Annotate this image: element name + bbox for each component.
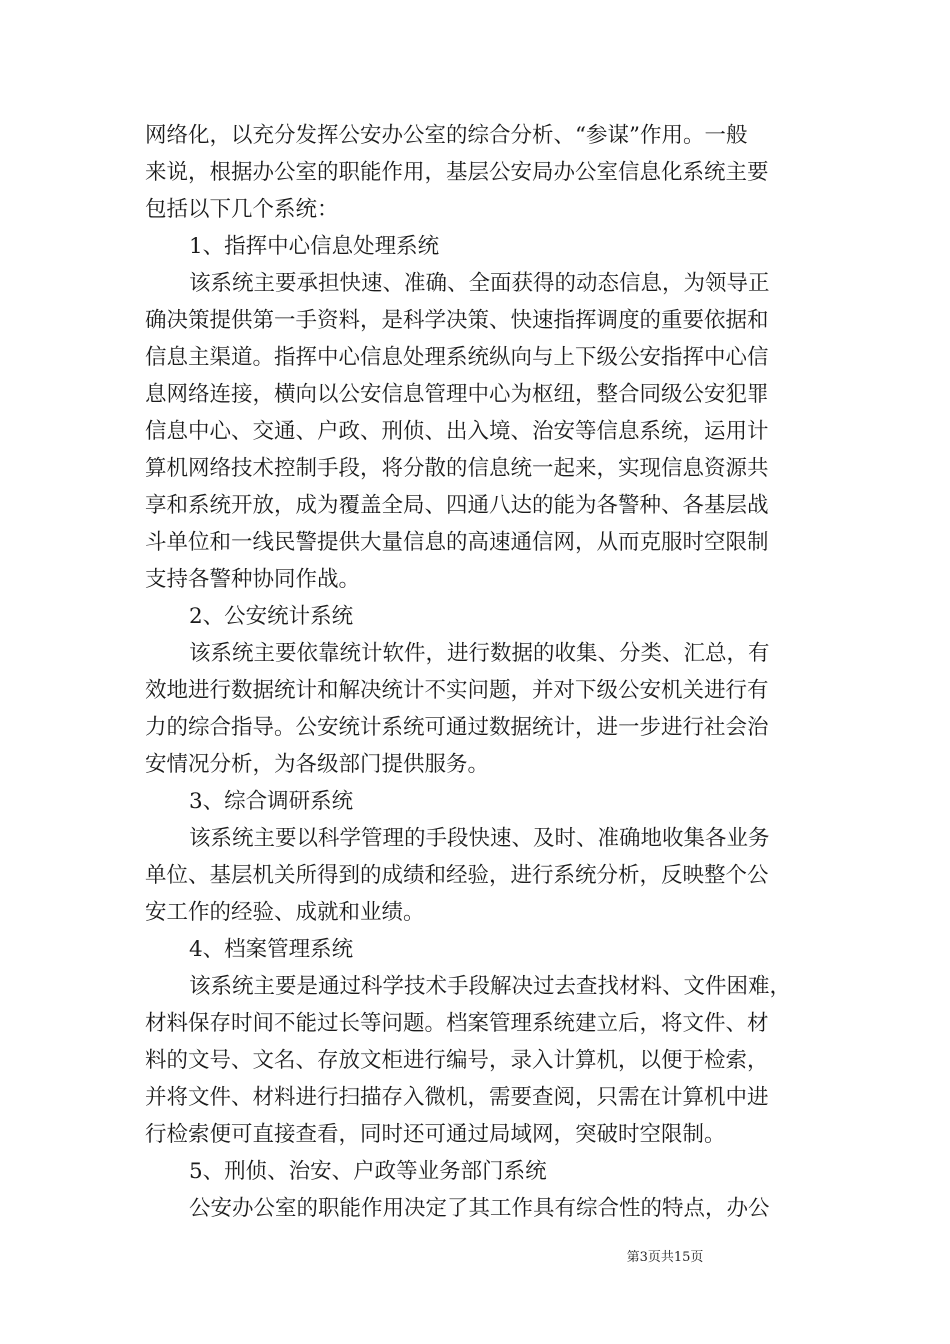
text-line: 该系统主要依靠统计软件，进行数据的收集、分类、汇总，有 [189,641,770,666]
text-line: 算机网络技术控制手段，将分散的信息统一起来，实现信息资源共 [145,456,769,481]
text-line: 安工作的经验、成就和业绩。 [145,900,425,925]
text-line: 来说，根据办公室的职能作用，基层公安局办公室信息化系统主要 [145,160,769,185]
text-line: 效地进行数据统计和解决统计不实问题，并对下级公安机关进行有 [145,678,769,703]
text-line: 5、刑侦、治安、户政等业务部门系统 [189,1159,547,1184]
text-line: 网络化，以充分发挥公安办公室的综合分析、“参谋”作用。一般 [145,123,748,148]
text-line: 2、公安统计系统 [189,604,354,629]
text-line: 信息中心、交通、户政、刑侦、出入境、治安等信息系统，运用计 [145,419,769,444]
text-line: 包括以下几个系统： [145,197,339,222]
text-line: 行检索便可直接查看，同时还可通过局域网，突破时空限制。 [145,1122,726,1147]
text-line: 材料保存时间不能过长等问题。档案管理系统建立后，将文件、材 [145,1011,769,1036]
text-line: 1、指挥中心信息处理系统 [189,234,440,259]
text-line: 享和系统开放，成为覆盖全局、四通八达的能为各警种、各基层战 [145,493,769,518]
page-number: 第3页共15页 [626,1250,704,1265]
body-text [145,117,805,1227]
text-line: 支持各警种协同作战。 [145,567,361,592]
text-line: 确决策提供第一手资料，是科学决策、快速指挥调度的重要依据和 [145,308,769,333]
text-line: 4、档案管理系统 [189,937,354,962]
text-line: 斗单位和一线民警提供大量信息的高速通信网，从而克服时空限制 [145,530,769,555]
text-line: 该系统主要是通过科学技术手段解决过去查找材料、文件困难， [189,974,792,999]
page-footer [0,1249,950,1267]
text-line: 公安办公室的职能作用决定了其工作具有综合性的特点，办公 [189,1196,770,1221]
text-line: 信息主渠道。指挥中心信息处理系统纵向与上下级公安指挥中心信 [145,345,769,370]
text-line: 该系统主要承担快速、准确、全面获得的动态信息，为领导正 [189,271,770,296]
text-line: 该系统主要以科学管理的手段快速、及时、准确地收集各业务 [189,826,770,851]
text-line: 安情况分析，为各级部门提供服务。 [145,752,490,777]
text-line: 料的文号、文名、存放文柜进行编号，录入计算机，以便于检索， [145,1048,769,1073]
text-line: 息网络连接，横向以公安信息管理中心为枢纽，整合同级公安犯罪 [145,382,769,407]
text-line: 单位、基层机关所得到的成绩和经验，进行系统分析，反映整个公 [145,863,769,888]
text-line: 3、综合调研系统 [189,789,354,814]
text-line: 力的综合指导。公安统计系统可通过数据统计，进一步进行社会治 [145,715,769,740]
text-line: 并将文件、材料进行扫描存入微机，需要查阅，只需在计算机中进 [145,1085,769,1110]
